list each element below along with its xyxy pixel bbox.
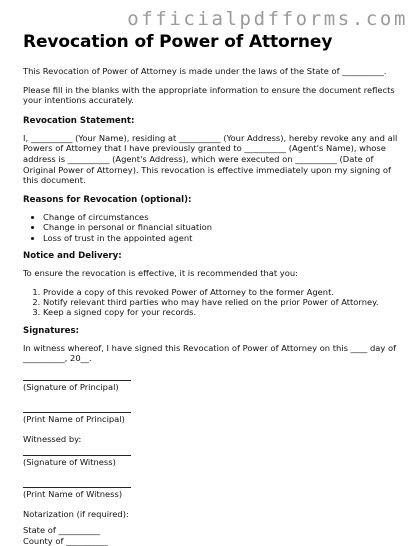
list-item: • Change of circumstances: [43, 212, 401, 222]
witness-whereof-text: In witness whereof, I have signed this Revocation of Power of Attorney on this ____ day of __________, 20__.: [23, 342, 397, 364]
list-item: 2. Notify relevant third parties who may have relied on the prior Power of Attorney.: [43, 297, 401, 307]
revocation-statement-heading: Revocation Statement:: [23, 115, 135, 126]
list-item: • Change in personal or financial situation: [43, 222, 401, 232]
watermark: officialpdfforms.com: [127, 8, 408, 30]
principal-signature-block: [23, 370, 401, 392]
instructions-text: Please fill in the blanks with the appropriate information to ensure the document reflects your intentions accurately.: [23, 84, 395, 106]
signature-line[interactable]: [23, 370, 131, 381]
notice-heading: Notice and Delivery:: [23, 250, 122, 261]
notice-text: To ensure the revocation is effective, it is recommended that you:: [23, 267, 298, 278]
list-item: 1. Provide a copy of this revoked Power of Attorney to the former Agent.: [43, 287, 401, 297]
witness-signature-label: (Signature of Witness): [23, 456, 116, 467]
principal-print-block: [23, 402, 401, 424]
list-item: • Loss of trust in the appointed agent: [43, 233, 401, 243]
document-title: Revocation of Power of Attorney: [23, 32, 333, 52]
signature-line[interactable]: [23, 402, 131, 413]
notice-list: [23, 287, 401, 318]
reasons-heading: Reasons for Revocation (optional):: [23, 194, 192, 205]
witness-print-label: (Print Name of Witness): [23, 488, 123, 499]
notarization-label: Notarization (if required):: [23, 508, 129, 519]
witnessed-by-label: Witnessed by:: [23, 433, 82, 444]
principal-print-label: (Print Name of Principal): [23, 413, 125, 424]
reasons-list: [23, 212, 401, 243]
signatures-heading: Signatures:: [23, 325, 80, 336]
principal-signature-label: (Signature of Principal): [23, 381, 119, 392]
witness-print-block: [23, 477, 401, 499]
intro-text: This Revocation of Power of Attorney is made under the laws of the State of __________.: [23, 66, 387, 76]
signature-line[interactable]: [23, 477, 131, 488]
county-line: County of __________: [23, 535, 108, 546]
state-line: State of __________: [23, 525, 101, 536]
revocation-statement-text: I, __________ (Your Name), residing at __________ (Your Address), hereby revoke any and all Powers of Attorney that I have previously granted to __________ (Agent's Name), whose address is __________ (Agent's Address), which were executed on __________ (Date of Original Power of Attorney). This revocation is effective immediately upon my signing of this document.: [23, 132, 398, 186]
signature-line[interactable]: [23, 445, 131, 456]
document-page: [23, 32, 401, 546]
witness-signature-block: [23, 445, 401, 467]
list-item: 3. Keep a signed copy for your records.: [43, 307, 401, 317]
